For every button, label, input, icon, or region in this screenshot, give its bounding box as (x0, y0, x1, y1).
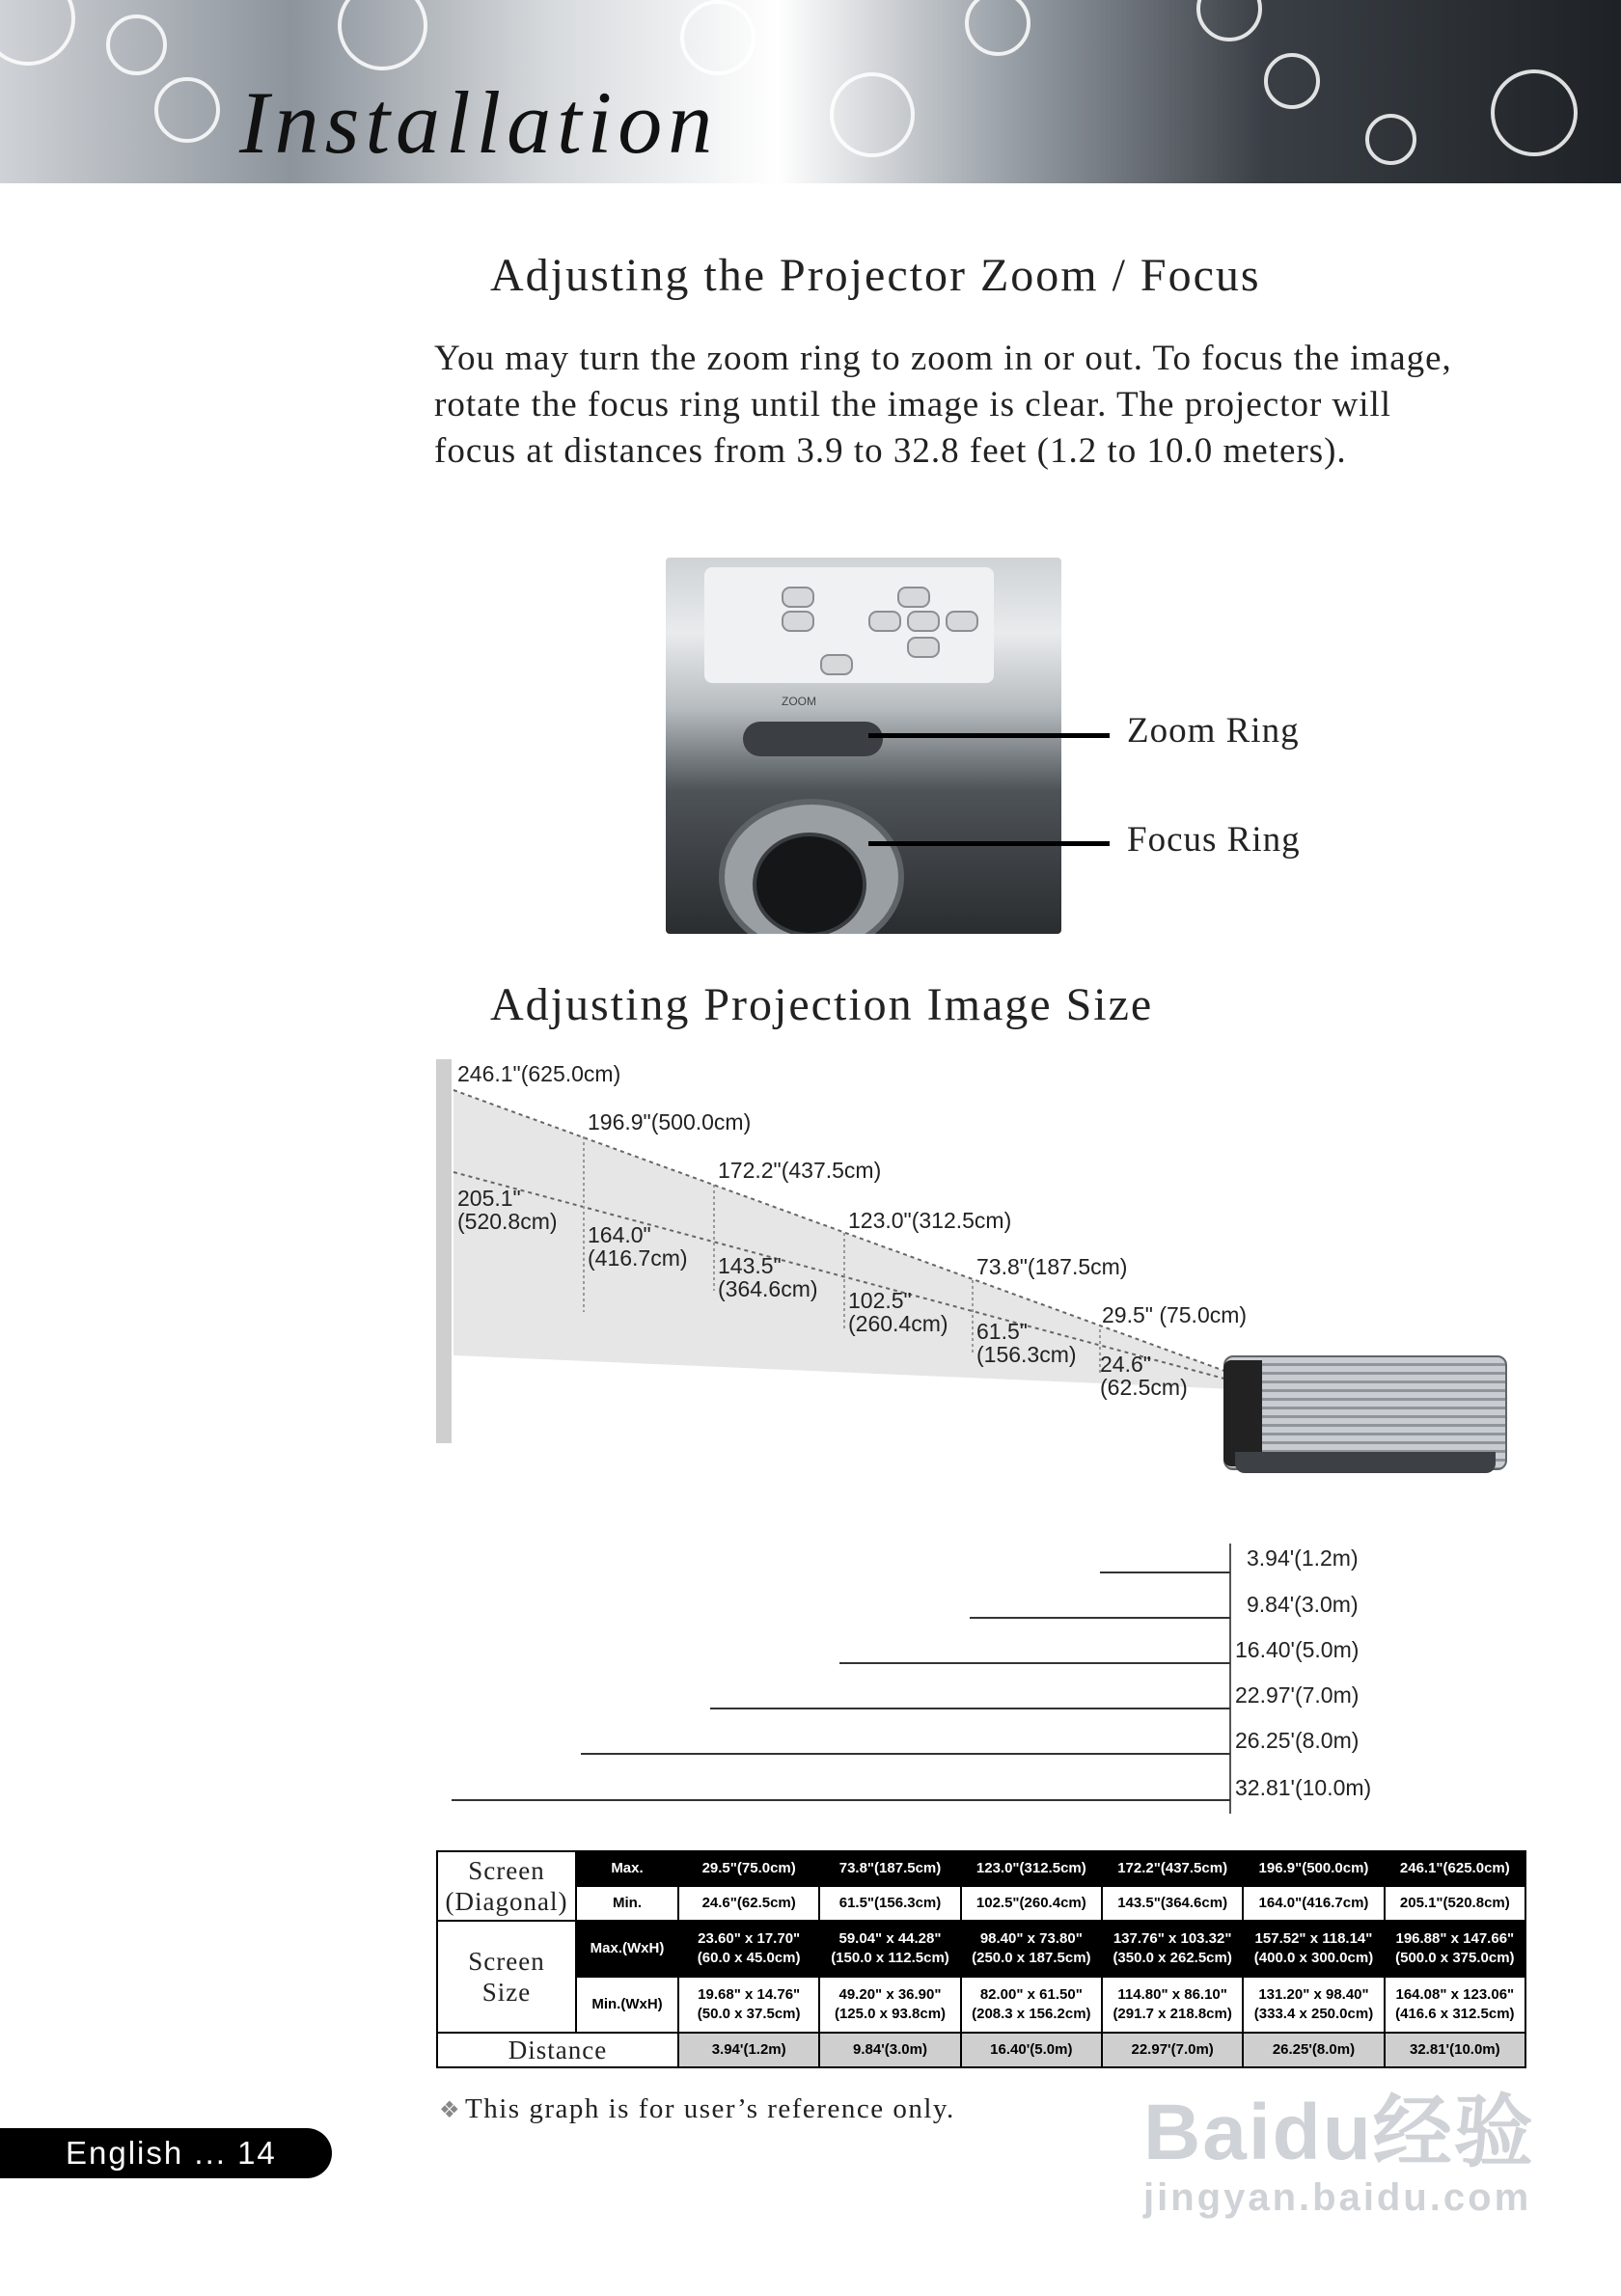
max-size-label: 73.8"(187.5cm) (976, 1254, 1128, 1279)
watermark (1143, 2069, 1535, 2220)
cell-line: 19.68" x 14.76" (698, 1986, 801, 2003)
table-cell: 172.2"(437.5cm) (1102, 1851, 1243, 1886)
paragraph-line: rotate the focus ring until the image is clear. The projector will (434, 385, 1392, 424)
cell-line: (291.7 x 218.8cm) (1113, 2006, 1232, 2022)
page-title: Installation (239, 73, 719, 172)
paragraph-line: You may turn the zoom ring to zoom in or out. To focus the image, (434, 339, 1452, 378)
cell-line: (400.0 x 300.0cm) (1253, 1950, 1374, 1966)
max-size-label: 172.2"(437.5cm) (718, 1158, 882, 1183)
label-line: (Diagonal) (445, 1887, 568, 1916)
min-size-inches: 164.0" (588, 1222, 651, 1247)
min-size-cm: (416.7cm) (588, 1245, 688, 1271)
cell-line: (350.0 x 262.5cm) (1113, 1950, 1232, 1966)
page-number: 14 (237, 2135, 277, 2171)
cell-line: (208.3 x 156.2cm) (972, 2006, 1091, 2022)
watermark-logo: Baidu经验 (1143, 2089, 1535, 2176)
min-size-inches: 24.6" (1100, 1352, 1151, 1377)
table-cell: 164.0"(416.7cm) (1243, 1886, 1384, 1921)
cell-line: (150.0 x 112.5cm) (831, 1950, 949, 1966)
footnote-diamond-icon: ❖ (439, 2098, 462, 2123)
table-cell (1102, 1921, 1243, 1977)
table-cell: 22.97'(7.0m) (1102, 2033, 1243, 2067)
cell-line: (333.4 x 250.0cm) (1253, 2006, 1374, 2022)
footnote (439, 2093, 955, 2125)
cell-line: (250.0 x 187.5cm) (972, 1950, 1091, 1966)
min-size-inches: 143.5" (718, 1253, 782, 1278)
min-size-cm: (520.8cm) (457, 1209, 558, 1234)
screen-diagonal-label (437, 1851, 576, 1921)
distance-label: 22.97'(7.0m) (1235, 1682, 1360, 1708)
distance-label: 26.25'(8.0m) (1235, 1728, 1360, 1753)
table-cell (1243, 1921, 1384, 1977)
distance-label: 9.84'(3.0m) (1247, 1592, 1359, 1617)
table-cell: 26.25'(8.0m) (1243, 2033, 1384, 2067)
cell-line: (60.0 x 45.0cm) (697, 1950, 801, 1966)
table-cell: 73.8"(187.5cm) (819, 1851, 960, 1886)
table-cell: 246.1"(625.0cm) (1385, 1851, 1525, 1886)
cell-line: (50.0 x 37.5cm) (697, 2006, 801, 2022)
cell-line: 98.40" x 73.80" (979, 1930, 1083, 1947)
table-cell: 16.40'(5.0m) (961, 2033, 1102, 2067)
table-cell: 3.94'(1.2m) (678, 2033, 819, 2067)
table-cell (1385, 1921, 1525, 1977)
section-heading-zoom-focus: Adjusting the Projector Zoom / Focus (490, 250, 1261, 301)
section-heading-image-size: Adjusting Projection Image Size (490, 979, 1154, 1030)
max-size-label: 29.5" (75.0cm) (1102, 1302, 1248, 1327)
table-cell: 123.0"(312.5cm) (961, 1851, 1102, 1886)
screen-size-label (437, 1921, 576, 2033)
distance-row-label: Distance (437, 2033, 678, 2067)
max-size-label: 196.9"(500.0cm) (588, 1109, 752, 1134)
table-cell (961, 1921, 1102, 1977)
distance-label: 16.40'(5.0m) (1235, 1637, 1360, 1662)
table-cell (1102, 1977, 1243, 2033)
min-size-cm: (62.5cm) (1100, 1375, 1188, 1400)
zoom-ring-label: Zoom Ring (1127, 711, 1300, 751)
cell-line: 49.20" x 36.90" (838, 1986, 942, 2003)
page-number-badge (0, 2128, 332, 2178)
table-cell: 24.6"(62.5cm) (678, 1886, 819, 1921)
footnote-text: This graph is for user’s reference only. (465, 2093, 955, 2124)
label-line: Size (481, 1978, 532, 2007)
table-cell: 32.81'(10.0m) (1385, 2033, 1525, 2067)
min-size-inches: 205.1" (457, 1186, 521, 1211)
cell-line: 82.00" x 61.50" (979, 1986, 1083, 2003)
min-size-cm: (364.6cm) (718, 1276, 818, 1301)
table-cell (1385, 1977, 1525, 2033)
table-cell: Min.(WxH) (576, 1977, 678, 2033)
table-row-diagonal-min (437, 1886, 1525, 1921)
table-row-distance (437, 2033, 1525, 2067)
max-size-label: 246.1"(625.0cm) (457, 1061, 621, 1086)
cell-line: 59.04" x 44.28" (838, 1930, 942, 1947)
label-line: Screen (468, 1856, 545, 1885)
min-size-label (1100, 1353, 1188, 1399)
min-size-inches: 102.5" (848, 1288, 912, 1313)
cell-line: (125.0 x 93.8cm) (834, 2006, 947, 2022)
table-cell: Max.(WxH) (576, 1921, 678, 1977)
min-size-label (848, 1289, 948, 1335)
table-cell (1243, 1977, 1384, 2033)
projection-size-table (436, 1850, 1526, 2068)
min-size-label (718, 1254, 818, 1300)
table-cell: 9.84'(3.0m) (819, 2033, 960, 2067)
focus-ring-label: Focus Ring (1127, 820, 1301, 860)
table-row-size-max (437, 1921, 1525, 1977)
language-label: English ... (66, 2135, 238, 2171)
watermark-url: jingyan.baidu.com (1143, 2176, 1532, 2219)
table-cell (678, 1977, 819, 2033)
table-cell: Min. (576, 1886, 678, 1921)
table-cell: 102.5"(260.4cm) (961, 1886, 1102, 1921)
max-size-label: 123.0"(312.5cm) (848, 1208, 1012, 1233)
cell-line: 196.88" x 147.66" (1395, 1930, 1515, 1947)
table-cell: 205.1"(520.8cm) (1385, 1886, 1525, 1921)
cell-line: 131.20" x 98.40" (1258, 1986, 1369, 2003)
table-cell: 61.5"(156.3cm) (819, 1886, 960, 1921)
screen-wall (436, 1059, 452, 1443)
table-cell: Max. (576, 1851, 678, 1886)
cell-line: 114.80" x 86.10" (1117, 1986, 1227, 2003)
min-size-inches: 61.5" (976, 1319, 1028, 1344)
table-cell: 196.9"(500.0cm) (1243, 1851, 1384, 1886)
table-row-diagonal-max (437, 1851, 1525, 1886)
cell-line: (416.6 x 312.5cm) (1395, 2006, 1515, 2022)
table-row-size-min (437, 1977, 1525, 2033)
cell-line: (500.0 x 375.0cm) (1395, 1950, 1515, 1966)
table-cell (819, 1921, 960, 1977)
zoom-label: ZOOM (782, 695, 816, 708)
cell-line: 137.76" x 103.32" (1113, 1930, 1232, 1947)
label-line: Screen (468, 1947, 545, 1976)
min-size-label (976, 1320, 1077, 1366)
distance-label: 32.81'(10.0m) (1235, 1775, 1372, 1800)
min-size-label (588, 1223, 688, 1270)
distance-label: 3.94'(1.2m) (1247, 1545, 1359, 1571)
diagram-projector-base (1235, 1452, 1496, 1473)
min-size-cm: (260.4cm) (848, 1311, 948, 1336)
table-cell: 29.5"(75.0cm) (678, 1851, 819, 1886)
table-cell (819, 1977, 960, 2033)
cell-line: 23.60" x 17.70" (698, 1930, 801, 1947)
table-cell (961, 1977, 1102, 2033)
paragraph-line: focus at distances from 3.9 to 32.8 feet (1.2 to 10.0 meters). (434, 431, 1347, 471)
table-cell: 143.5"(364.6cm) (1102, 1886, 1243, 1921)
diagram-projector-front (1223, 1360, 1262, 1466)
min-size-cm: (156.3cm) (976, 1342, 1077, 1367)
cell-line: 157.52" x 118.14" (1254, 1930, 1373, 1947)
table-cell (678, 1921, 819, 1977)
cell-line: 164.08" x 123.06" (1395, 1986, 1515, 2003)
min-size-label (457, 1187, 558, 1233)
